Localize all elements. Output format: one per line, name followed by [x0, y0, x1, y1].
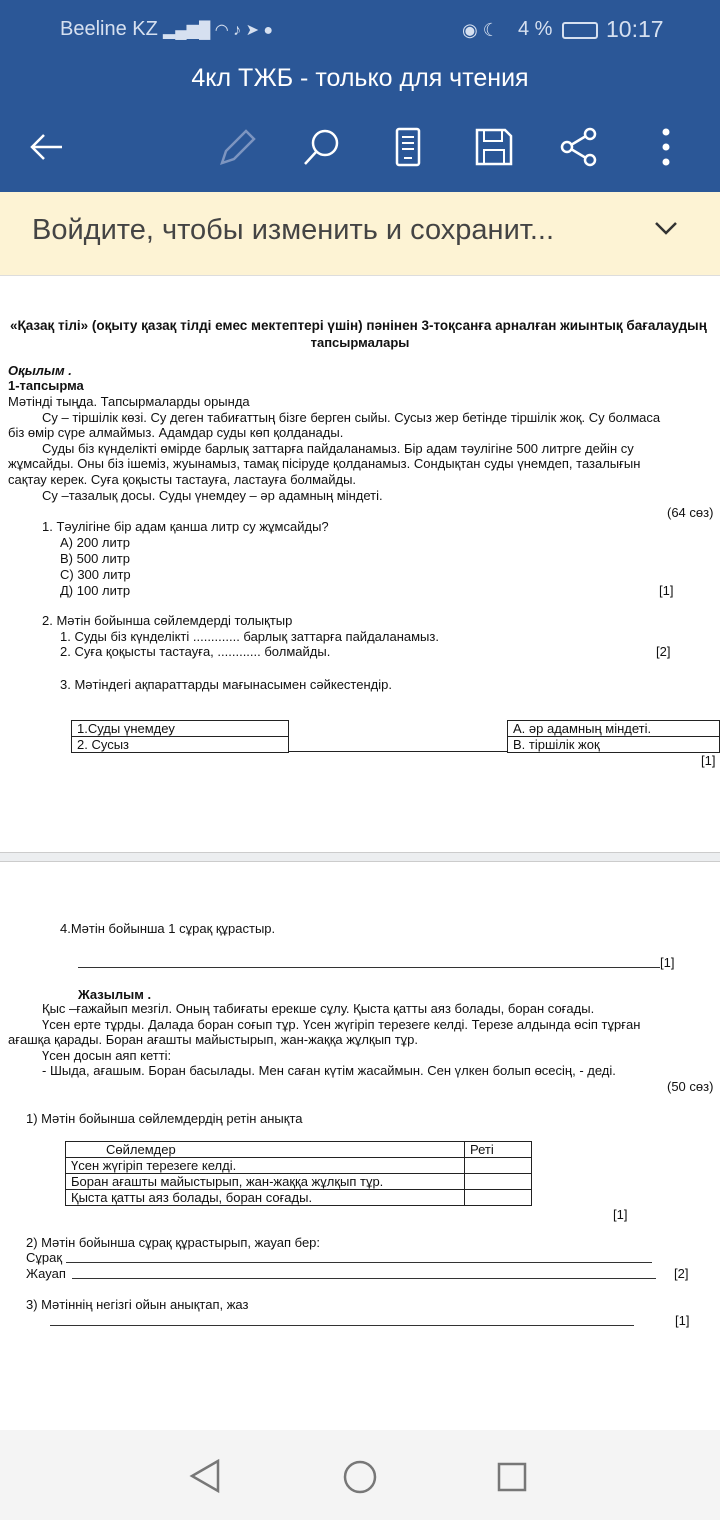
- reading-mode-icon[interactable]: [386, 125, 430, 169]
- score: [1]: [675, 1313, 690, 1328]
- task-1: 1) Мәтін бойынша сөйлемдердің ретін анықта: [26, 1111, 303, 1126]
- back-nav-icon[interactable]: [188, 1458, 222, 1494]
- option: Д) 100 литр: [60, 583, 131, 598]
- task-title: 1-тапсырма: [8, 378, 84, 393]
- cell: Қыста қатты аяз болады, боран соғады.: [66, 1190, 465, 1206]
- answer-line: [72, 1278, 656, 1279]
- option: С) 300 литр: [60, 567, 131, 582]
- option: А) 200 литр: [60, 535, 130, 550]
- text-line: жұмсайды. Оны біз ішеміз, жуынамыз, тамақ пісіруде қолданамыз. Сондықтан суды үнемдеп, тазалығын: [8, 456, 641, 471]
- text-line: Суды біз күнделікті өмірде барлық заттарға пайдаланамыз. Бір адам тәулігіне 500 литрге дейін су: [42, 441, 634, 456]
- cell: Үсен жүгіріп терезеге келді.: [66, 1158, 465, 1174]
- status-icons: ▂▄▆█ ◠ ♪ ➤ ●: [163, 22, 274, 39]
- carrier: Beeline KZ: [60, 18, 158, 40]
- fill-line: 1. Суды біз күнделікті ............. барлық заттарға пайдаланамыз.: [60, 629, 439, 644]
- score: [1]: [701, 753, 716, 768]
- instruction: Мәтінді тыңда. Тапсырмаларды орында: [8, 394, 250, 409]
- cell: В. тіршілік жоқ: [508, 737, 720, 753]
- answer-label: Жауап: [26, 1266, 66, 1281]
- document-title: 4кл ТЖБ - только для чтения: [191, 64, 529, 92]
- score: [1]: [613, 1207, 628, 1222]
- more-options-icon[interactable]: [644, 125, 688, 169]
- order-table: [65, 1141, 532, 1206]
- back-arrow-icon[interactable]: [24, 125, 68, 169]
- text-line: сақтау керек. Суға қоқысты тастауға, ластауға болмайды.: [8, 472, 357, 487]
- header-cell: Сөйлемдер: [66, 1142, 465, 1158]
- question-1: 1. Тәулігіне бір адам қанша литр су жұмсайды?: [42, 519, 329, 534]
- text-line: Үсен ерте тұрды. Далада боран соғып тұр. Үсен жүгіріп терезеге келді. Терезе алдында өсіп тұрған: [42, 1017, 641, 1032]
- task-3: 3) Мәтіннің негізгі ойын анықтап, жаз: [26, 1297, 249, 1312]
- app-bar: [0, 0, 720, 192]
- match-table-right: [507, 720, 720, 753]
- page-separator: [0, 852, 720, 862]
- edit-pencil-icon[interactable]: [214, 125, 258, 169]
- text-line: ағашқа қарады. Боран ағашты майыстырып, жан-жаққа жұлқып тұр.: [8, 1032, 418, 1047]
- battery-icon: [562, 22, 598, 39]
- question-2: 2. Мәтін бойынша сөйлемдерді толықтыр: [42, 613, 293, 628]
- cell: 2. Сусыз: [72, 737, 289, 753]
- fill-line: 2. Суға қоқысты тастауға, ............ болмайды.: [60, 644, 331, 659]
- task-2: 2) Мәтін бойынша сұрақ құрастырып, жауап бер:: [26, 1235, 321, 1250]
- home-nav-icon[interactable]: [342, 1459, 378, 1495]
- search-icon[interactable]: [300, 125, 344, 169]
- text-line: - Шыда, ағашым. Боран басылады. Мен саған күтім жасаймын. Сен үлкен болып өсесің, - деді.: [42, 1063, 616, 1078]
- eye-moon-icons: ◉ ☾: [462, 20, 499, 40]
- text-line: Үсен досын аяп кетті:: [42, 1048, 172, 1063]
- score: [2]: [656, 644, 671, 659]
- sign-in-banner[interactable]: [0, 192, 720, 276]
- match-gap: [288, 720, 508, 752]
- order-cell[interactable]: [465, 1190, 532, 1206]
- header-cell: Реті: [465, 1142, 532, 1158]
- answer-line: [66, 1262, 652, 1263]
- text-line: Су – тіршілік көзі. Су деген табиғаттың бізге берген сыйы. Сусыз жер бетінде тіршілік жоқ. Су болмаса: [42, 410, 661, 425]
- battery-percent: 4 %: [518, 18, 553, 40]
- cell: А. әр адамның міндеті.: [508, 721, 720, 737]
- section-writing: Жазылым .: [78, 987, 152, 1002]
- navigation-bar: [0, 1430, 720, 1520]
- score: [1]: [660, 955, 675, 970]
- answer-line: [50, 1325, 634, 1326]
- option: В) 500 литр: [60, 551, 130, 566]
- banner-text: Войдите, чтобы изменить и сохранит...: [32, 214, 555, 246]
- share-icon[interactable]: [557, 125, 601, 169]
- text-line: біз өмір сүре алмаймыз. Адамдар суды көп қолданады.: [8, 425, 344, 440]
- chevron-down-icon[interactable]: [652, 214, 680, 242]
- word-count: (64 сөз): [667, 505, 714, 520]
- text-line: Қыс –ғажайып мезгіл. Оның табиғаты ерекше сұлу. Қыста қатты аяз болады, боран соғады.: [42, 1001, 595, 1016]
- recents-nav-icon[interactable]: [496, 1461, 528, 1493]
- question-4: 4.Мәтін бойынша 1 сұрақ құрастыр.: [60, 921, 276, 936]
- answer-line: [78, 967, 660, 968]
- cell: 1.Суды үнемдеу: [72, 721, 289, 737]
- heading-cont: тапсырмалары: [310, 335, 410, 350]
- question-label: Сұрақ: [26, 1250, 63, 1265]
- score: [1]: [659, 583, 674, 598]
- cell: Боран ағашты майыстырып, жан-жаққа жұлқып тұр.: [66, 1174, 465, 1190]
- question-3: 3. Мәтіндегі ақпараттарды мағынасымен сәйкестендір.: [60, 677, 392, 692]
- order-cell[interactable]: [465, 1174, 532, 1190]
- word-count: (50 сөз): [667, 1079, 714, 1094]
- score: [2]: [674, 1266, 689, 1281]
- section-reading: Оқылым .: [8, 363, 72, 378]
- order-cell[interactable]: [465, 1158, 532, 1174]
- heading: «Қазақ тілі» (оқыту қазақ тілді емес мектептері үшін) пәнінен 3-тоқсанға арналған жиынтық бағалаудың: [10, 318, 707, 333]
- save-icon[interactable]: [472, 125, 516, 169]
- text-line: Су –тазалық досы. Суды үнемдеу – әр адамның міндеті.: [42, 488, 383, 503]
- match-table-left: [71, 720, 289, 753]
- clock: 10:17: [606, 16, 664, 42]
